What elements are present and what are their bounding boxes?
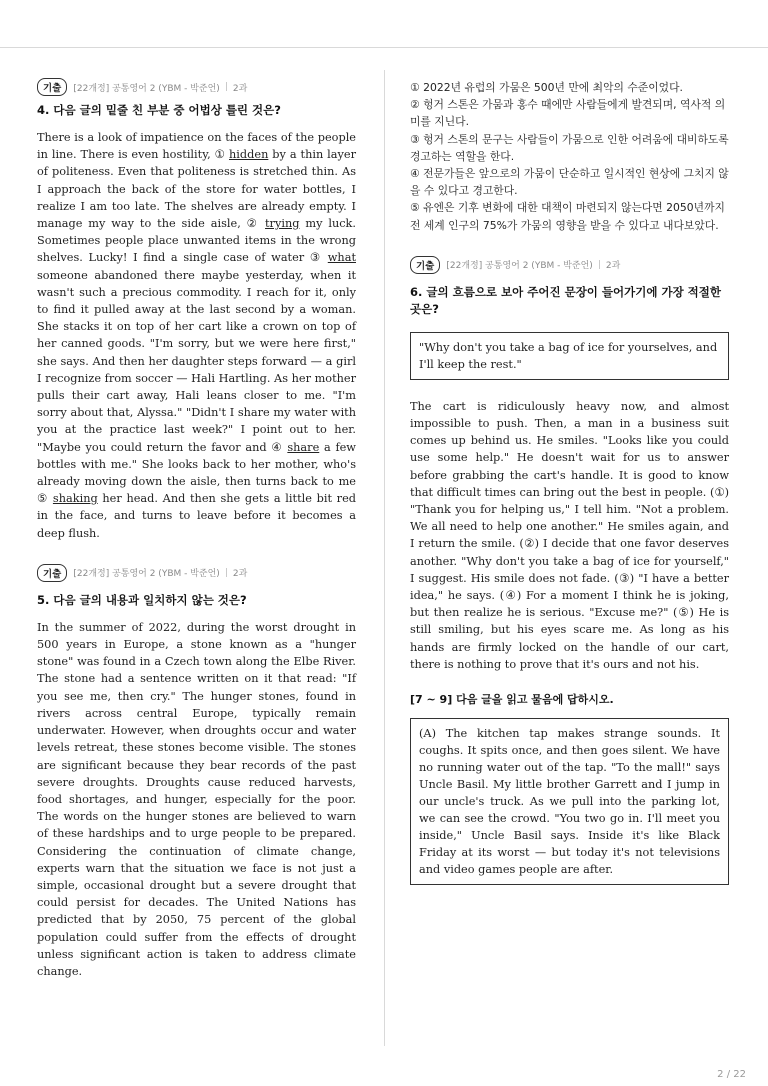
source-label: [22개정] 공통영어 2 (YBM - 박준언) <box>73 83 220 94</box>
right-column <box>410 79 729 885</box>
left-column <box>37 78 356 980</box>
page-number: 2 / 22 <box>717 1069 746 1080</box>
lesson-label: 2과 <box>232 83 248 94</box>
underline-5: shaking <box>52 492 98 506</box>
option-3: ③ 헝거 스톤의 문구는 사람들이 가뭄으로 인한 어려움에 대비하도록 경고하는 역할을 한다. <box>410 132 729 163</box>
question-6-title: 6. 글의 흐름으로 보아 주어진 문장이 들어가기에 가장 적절한 곳은? <box>410 284 722 316</box>
option-2: ② 헝거 스톤은 가뭄과 홍수 때에만 사람들에게 발견되며, 역사적 의미를 지닌다. <box>410 98 726 129</box>
question-7-9-title: [7 ~ 9] 다음 글을 읽고 물음에 답하시오. <box>410 693 614 707</box>
underline-2: trying <box>265 217 300 231</box>
given-sentence-box: "Why don't you take a bag of ice for yourselves, and I'll keep the rest." <box>410 332 729 380</box>
lesson-label: 2과 <box>232 569 248 580</box>
option-5: ⑤ 유엔은 기후 변화에 대한 대책이 마련되지 않는다면 2050년까지 전 세계 인구의 75%가 가뭄의 영향을 받을 수 있다고 내다보았다. <box>410 201 725 232</box>
header-rule <box>0 47 768 48</box>
option-1: ① 2022년 유럽의 가뭄은 500년 만에 최악의 수준이었다. <box>410 81 683 94</box>
separator: | <box>224 567 228 578</box>
underline-1: hidden <box>229 148 269 162</box>
column-divider <box>384 70 385 1046</box>
source-row <box>37 78 356 96</box>
source-row <box>410 256 729 274</box>
underline-3: what <box>327 251 356 265</box>
tag-badge: 기출 <box>410 256 440 274</box>
separator: | <box>597 259 601 270</box>
tag-badge: 기출 <box>37 564 67 582</box>
tag-badge: 기출 <box>37 78 67 96</box>
source-label: [22개정] 공통영어 2 (YBM - 박준언) <box>446 261 593 272</box>
underline-4: share <box>287 440 320 454</box>
question-4-title: 4. 다음 글의 밑줄 친 부분 중 어법상 틀린 것은? <box>37 103 281 117</box>
option-4: ④ 전문가들은 앞으로의 가뭄이 단순하고 일시적인 현상에 그치지 않을 수 있다고 경고한다. <box>410 167 729 198</box>
question-6-passage: The cart is ridiculously heavy now, and almost impossible to push. Then, a man in a business suit comes up behind us. He smiles. "Looks like you could use some help." He doesn't wait for us to answer before grabbing the cart's handle. It is good to know that difficult times can bring out the best in people. (①) "Thank you for helping us," I tell him. "Not a problem. We all need to help one another." He smiles again, and I return the smile. (②) I decide that one favor deserves another. "Why don't you take a bag of ice for yourself," I suggest. His smile does not fade. (③) "I have a better idea," he says. (④) For a moment I think he is joking, but then realize he is serious. "Excuse me?" (⑤) He is still smiling, but his eyes scare me. As long as his hands are firmly locked on the handle of our cart, there is nothing to prove that it's ours and not his. <box>410 399 729 671</box>
source-label: [22개정] 공통영어 2 (YBM - 박준언) <box>73 569 220 580</box>
question-4-passage: There is a look of impatience on the faces of the people in line. There is even hostility, ① hidden by a thin layer of politeness. Even that politeness is stretched thin. As I approach the back of the store for water bottles, I realize I am too late. The shelves are already empty. I manage my way to the side aisle, ② trying my luck. Sometimes people place unwanted items in the wrong shelves. Lucky! I find a single case of water ③ what someone abandoned there maybe yesterday, when it wasn't such a precious commodity. I reach for it, only to find it pulled away at the last second by a woman. She stacks it on top of her cart like a crown on top of her canned goods. "I'm sorry, but we were here first," she says. And then her daughter steps forward — a girl I recognize from soccer — Hali Hartling. As her mother pulls their cart away, Hali leans closer to me. "I'm sorry about that, Alyssa." "Didn't I share my water with you at the practice last week?" I point out to her. "Maybe you could return the favor and ④ share a few bottles with me." She looks back to her mother, who's already moving down the aisle, then turns back to me ⑤ shaking her head. And then she gets a little bit red in the face, and turns to leave before it becomes a deep flush. <box>37 131 356 540</box>
question-5-passage: In the summer of 2022, during the worst drought in 500 years in Europe, a stone known as a "hunger stone" was found in a Czech town along the Elbe River. The stone had a sentence written on it that read: "If you see me, then cry." The hunger stones, found in rivers across central Europe, typically remain underwater. However, when droughts occur and water levels retreat, these stones become visible. The stones are significant because they bear records of the past severe droughts. Droughts cause reduced harvests, food shortages, and hunger, especially for the poor. The words on the hunger stones are believed to warn of these hardships and to urge people to be prepared. Considering the continuation of climate change, experts warn that the situation we face is not just a simple, occasional drought but a severe drought that could persist for decades. The United Nations has predicted that by 2050, 75 percent of the global population could suffer from the effects of drought unless significant action is taken to address climate change. <box>37 620 356 978</box>
lesson-label: 2과 <box>605 261 621 272</box>
question-5-options <box>410 79 729 234</box>
source-row <box>37 564 356 582</box>
question-5-title: 5. 다음 글의 내용과 일치하지 않는 것은? <box>37 592 247 607</box>
separator: | <box>224 82 228 92</box>
passage-a-box: (A) The kitchen tap makes strange sounds. It coughs. It spits once, and then goes silent. We have no running water out of the tap. "To the mall!" says Uncle Basil. My little brother Garrett and I jump in our uncle's truck. As we pull into the parking lot, we can see the crowd. "You two go in. I'll meet you inside," Uncle Basil says. Inside it's like Black Friday at its worst — but today it's not televisions and video games people are after. <box>410 718 729 885</box>
